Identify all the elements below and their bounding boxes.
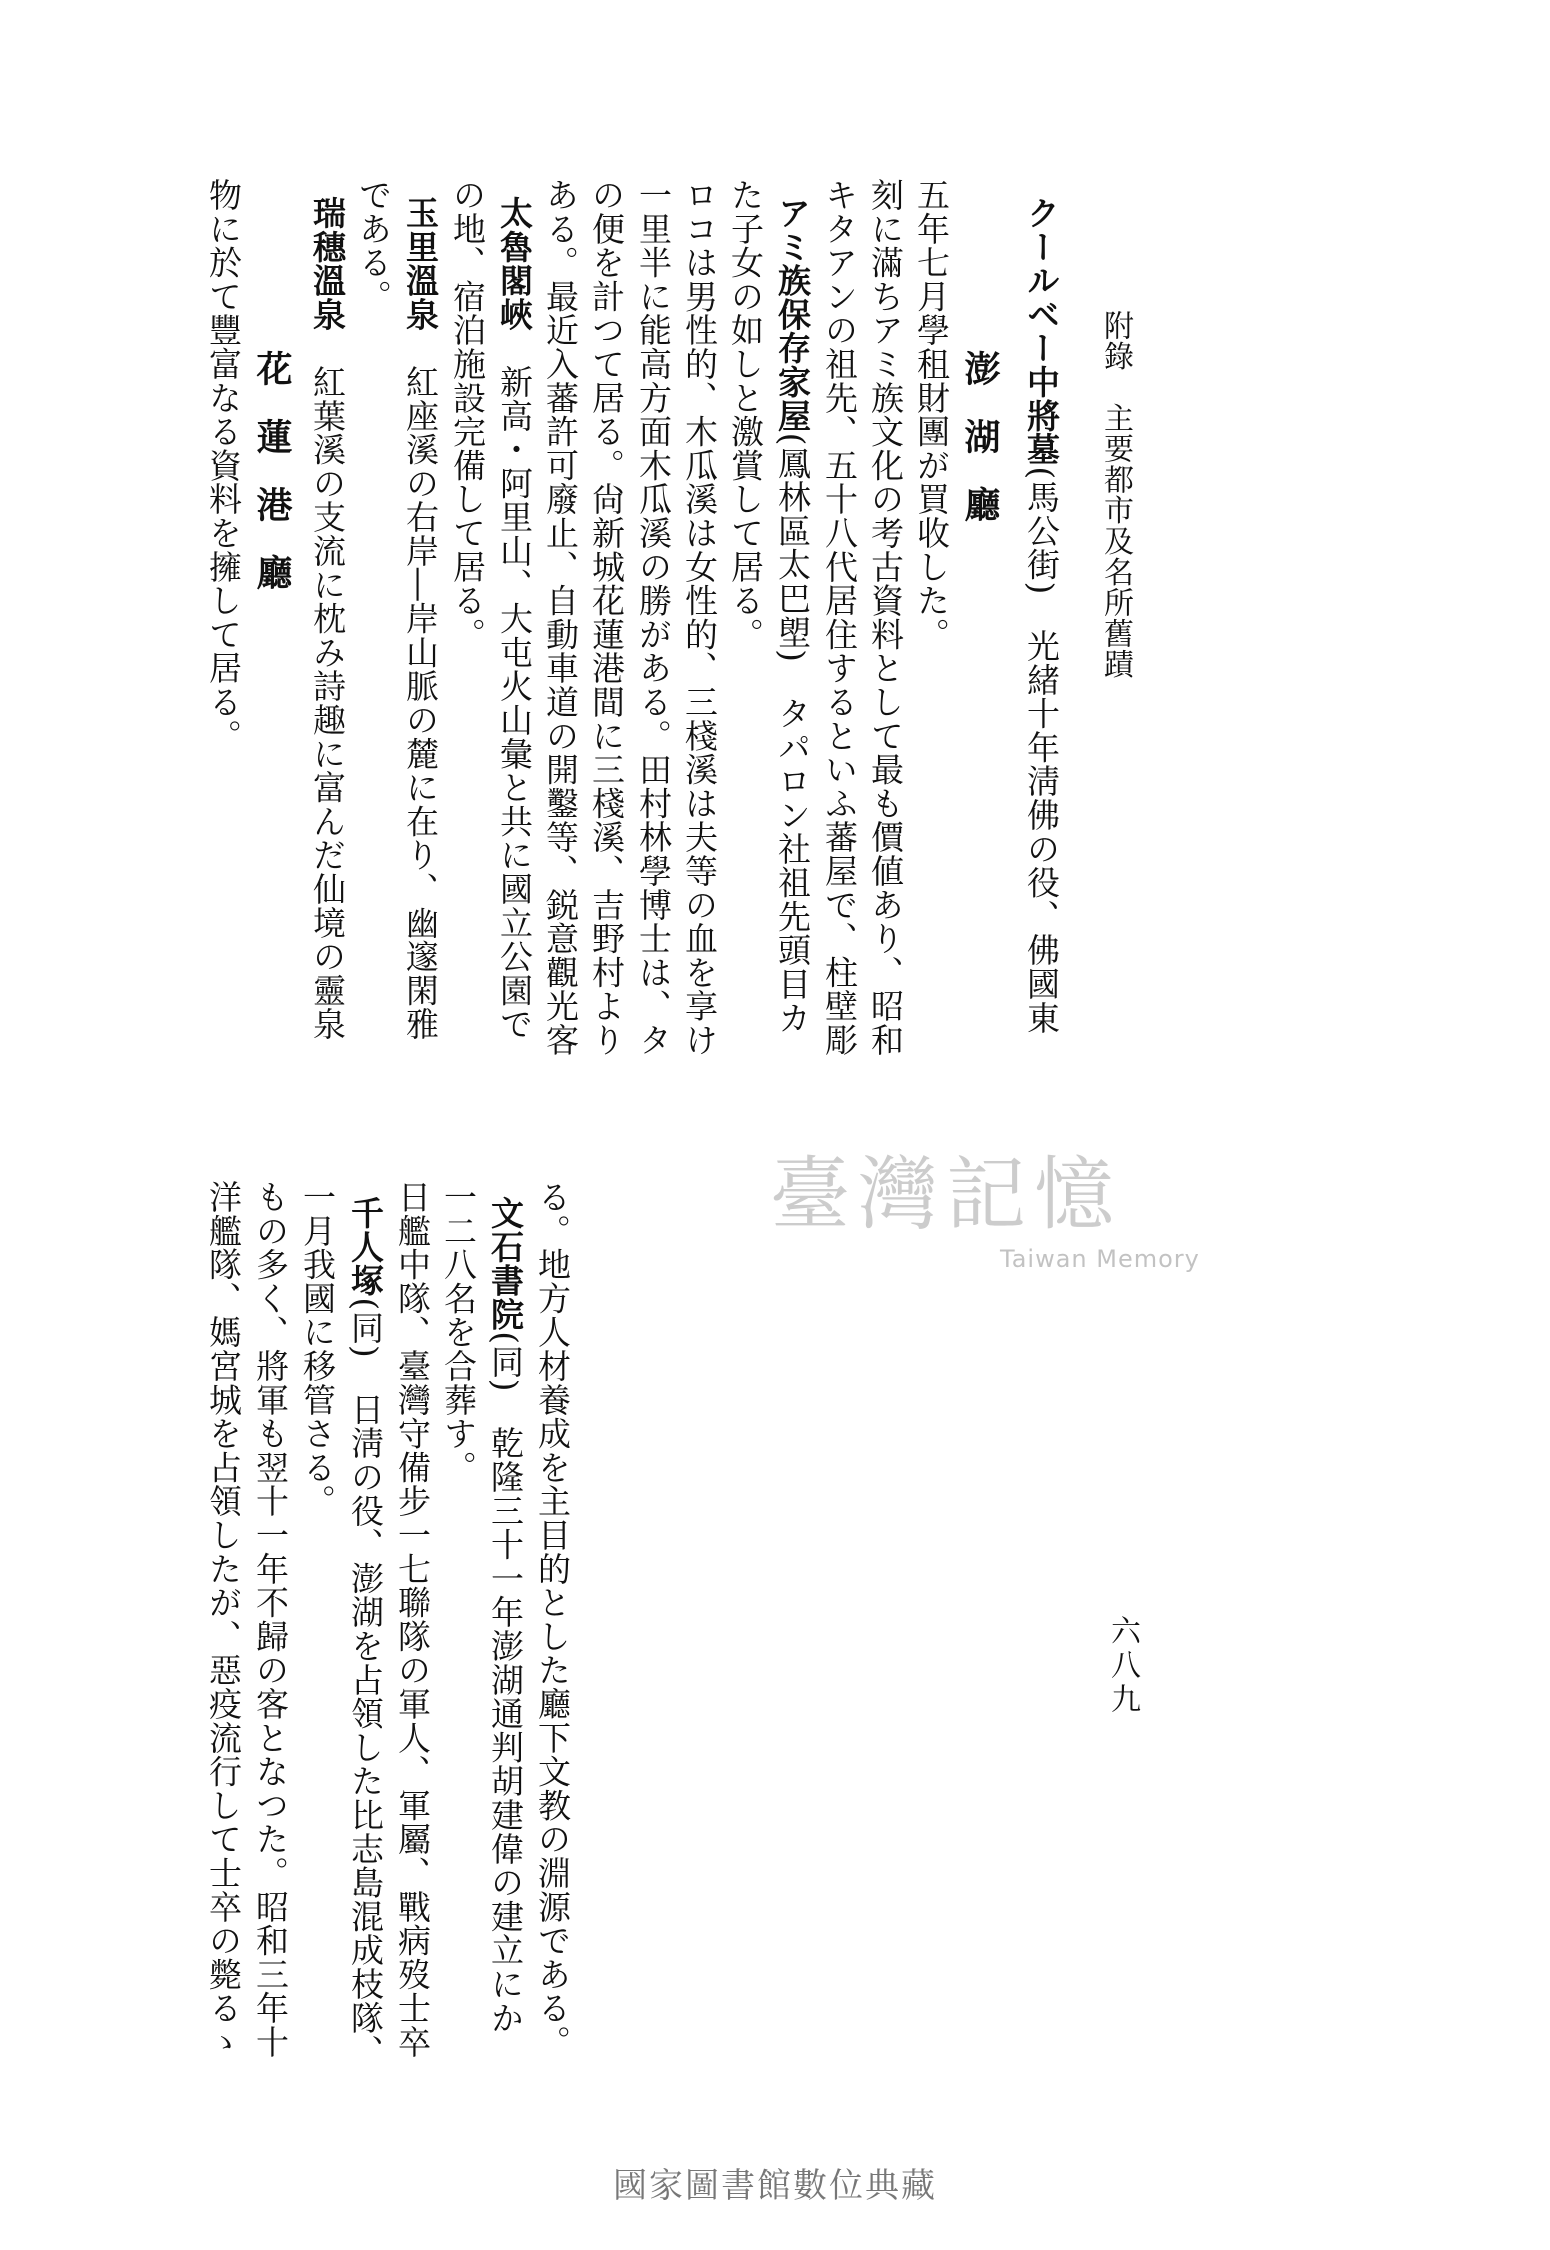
text-line: ロコは男性的、木瓜溪は女性的、三棧溪は夫等の血を享け: [680, 178, 719, 1057]
text-line: 物に於て豐富なる資料を擁して居る。: [204, 178, 243, 753]
text-line: 一里半に能高方面木瓜溪の勝がある。田村林學博士は、タ: [634, 178, 673, 1057]
entry-title: 千人塚: [346, 1196, 385, 1298]
entry-body: 新高・阿里山、大屯火山彙と共に國立公園で: [495, 331, 534, 1042]
entry-body: 紅葉溪の支流に枕み詩趣に富んだ仙境の靈泉: [308, 331, 347, 1042]
text-line: 一二八名を合葬す。: [439, 1180, 478, 1485]
entry-title: 玉里溫泉: [401, 196, 440, 332]
entry-amis-house: [773, 196, 812, 1035]
entry-body: 紅座溪の右岸―岸山脈の麓に在り、幽邃閑雅: [401, 331, 440, 1042]
archive-footer: 國家圖書館數位典藏: [613, 2166, 937, 2206]
entry-body: (馬公街) 光緒十年淸佛の役、佛國東: [1022, 466, 1061, 1035]
watermark-logo: 臺灣記憶: [770, 1148, 1122, 1241]
entry-yuli-hot-spring: [401, 196, 440, 1042]
page-number: 六八九: [1105, 1615, 1140, 1717]
running-header: 附錄 主要都市及名所舊蹟: [1098, 310, 1133, 680]
entry-body: (同) 日淸の役、澎湖を占領した比志島混成枝隊、: [346, 1297, 385, 2069]
text-line: 五年七月學租財團が買收した。: [912, 178, 951, 652]
text-line: た子女の如しと激賞して居る。: [726, 178, 765, 652]
text-line: 一月我國に移管さる。: [298, 1180, 337, 1518]
entry-wenshi-academy: [486, 1196, 525, 2035]
text-line: 洋艦隊、媽宮城を占領したが、惡疫流行して士卒の斃るゝ: [204, 1180, 243, 2059]
entry-title: 瑞穗溫泉: [308, 196, 347, 332]
text-line: ある。最近入蕃許可廢止、自動車道の開鑿等、鋭意觀光客: [541, 178, 580, 1057]
text-line: キタアンの祖先、五十八代居住するといふ蕃屋で、柱壁彫: [820, 178, 859, 1057]
entry-body: (鳳林區太巴塱) タパロン社祖先頭目カ: [773, 432, 812, 1035]
entry-body: (同) 乾隆三十一年澎湖通判胡建偉の建立にか: [486, 1331, 525, 2035]
text-line: もの多く、將軍も翌十一年不歸の客となつた。昭和三年十: [251, 1180, 290, 2059]
entry-title: 太魯閣峽: [495, 196, 534, 332]
entry-ruisui-hot-spring: [308, 196, 347, 1042]
entry-title: クールベー中將墓: [1022, 196, 1061, 467]
text-line: の地、宿泊施設完備して居る。: [448, 178, 487, 652]
entry-courbet-tomb: [1022, 196, 1061, 1035]
watermark-subtitle: Taiwan Memory: [1000, 1245, 1200, 1273]
text-line: の便を計つて居る。尙新城花蓮港間に三棧溪、吉野村より: [587, 178, 626, 1057]
entry-senninzuka: [346, 1196, 385, 2069]
text-line: 日艦中隊、臺灣守備步一七聯隊の軍人、軍屬、戰病歿士卒: [393, 1180, 432, 2059]
text-line: る。地方人材養成を主目的とした廳下文教の淵源である。: [533, 1180, 572, 2059]
text-line: 刻に滿ちアミ族文化の考古資料として最も價値あり、昭和: [866, 178, 905, 1057]
section-heading-hualien: 花蓮港廳: [251, 350, 293, 622]
section-heading-penghu: 澎湖廳: [959, 350, 1001, 554]
entry-taroko-gorge: [495, 196, 534, 1042]
text-line: である。: [354, 178, 393, 314]
entry-title: 文石書院: [486, 1196, 525, 1332]
entry-title: アミ族保存家屋: [773, 196, 812, 433]
